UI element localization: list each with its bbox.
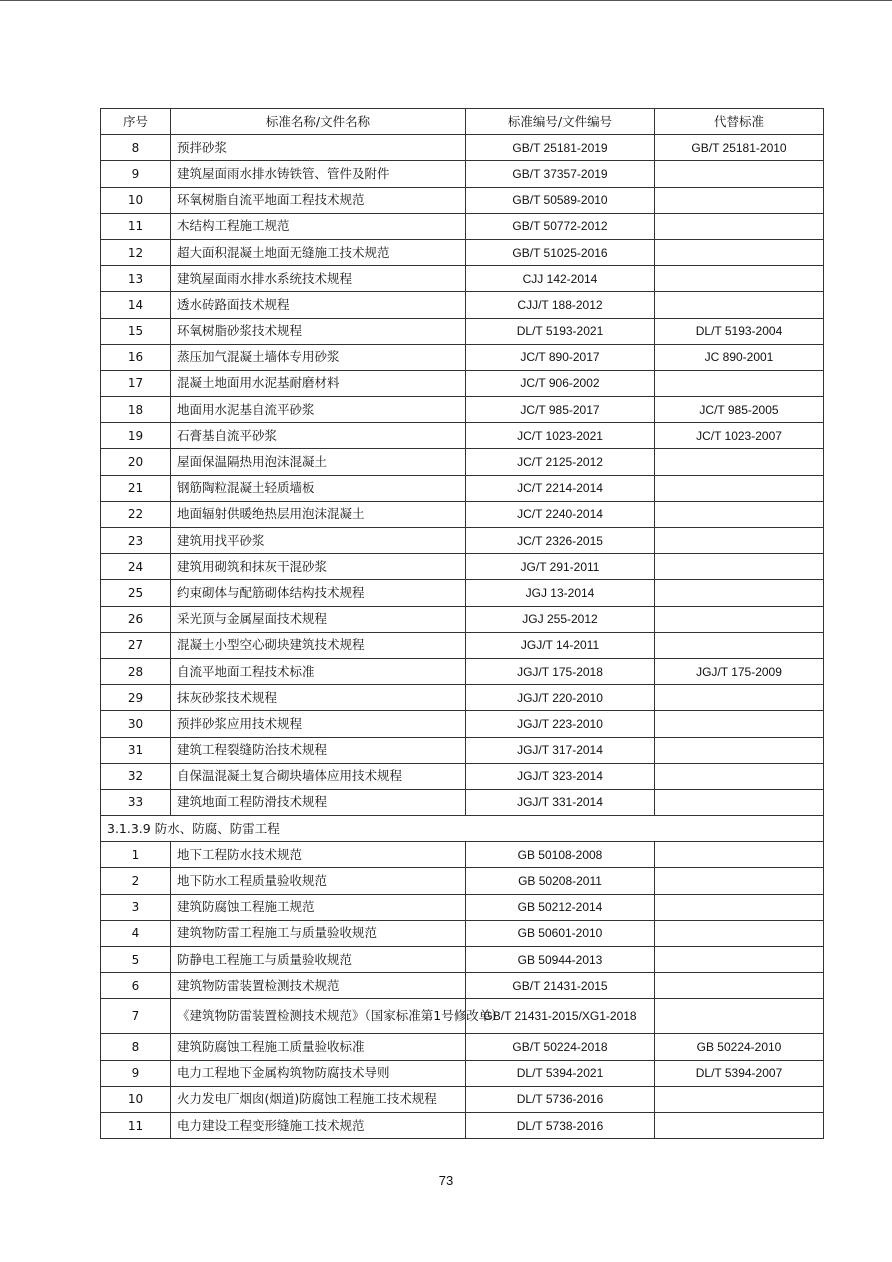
row-serial-number: 27 <box>101 632 171 658</box>
row-standard-name: 预拌砂浆应用技术规程 <box>171 711 466 737</box>
header-replaced-standard: 代替标准 <box>655 109 824 135</box>
section-heading-row <box>101 816 824 842</box>
table-row <box>101 658 824 684</box>
row-serial-number: 15 <box>101 318 171 344</box>
row-standard-code: GB/T 50224-2018 <box>466 1034 655 1060</box>
table-row <box>101 868 824 894</box>
table-row <box>101 1060 824 1086</box>
row-serial-number: 2 <box>101 868 171 894</box>
row-serial-number: 11 <box>101 213 171 239</box>
row-standard-code: JG/T 291-2011 <box>466 554 655 580</box>
row-serial-number: 7 <box>101 999 171 1034</box>
table-row <box>101 763 824 789</box>
row-standard-code: GB/T 50772-2012 <box>466 213 655 239</box>
row-replaced-standard <box>655 842 824 868</box>
row-replaced-standard <box>655 239 824 265</box>
row-standard-code: JC/T 2125-2012 <box>466 449 655 475</box>
row-standard-code: GB 50944-2013 <box>466 947 655 973</box>
row-serial-number: 17 <box>101 370 171 396</box>
row-replaced-standard <box>655 685 824 711</box>
row-standard-name: 地下防水工程质量验收规范 <box>171 868 466 894</box>
row-replaced-standard: DL/T 5193-2004 <box>655 318 824 344</box>
row-standard-name: 抹灰砂浆技术规程 <box>171 685 466 711</box>
row-serial-number: 3 <box>101 894 171 920</box>
row-replaced-standard: GB/T 25181-2010 <box>655 135 824 161</box>
row-standard-name: 建筑地面工程防滑技术规程 <box>171 789 466 815</box>
row-serial-number: 32 <box>101 763 171 789</box>
row-standard-name: 防静电工程施工与质量验收规范 <box>171 947 466 973</box>
page-number: 73 <box>438 1173 454 1188</box>
row-replaced-standard <box>655 213 824 239</box>
top-border-line <box>0 0 892 1</box>
table-body-part-b <box>101 842 824 1139</box>
table-header-row <box>101 109 824 135</box>
row-replaced-standard <box>655 789 824 815</box>
row-standard-code: JC/T 2326-2015 <box>466 528 655 554</box>
row-serial-number: 10 <box>101 187 171 213</box>
row-standard-code: GB 50108-2008 <box>466 842 655 868</box>
row-standard-code: JC/T 2214-2014 <box>466 475 655 501</box>
row-standard-code: JC/T 2240-2014 <box>466 501 655 527</box>
row-standard-name: 《建筑物防雷装置检测技术规范》（国家标准第1号修改单） <box>171 999 466 1034</box>
row-standard-code: GB 50601-2010 <box>466 920 655 946</box>
row-standard-name: 木结构工程施工规范 <box>171 213 466 239</box>
row-standard-name: 建筑防腐蚀工程施工规范 <box>171 894 466 920</box>
table-row <box>101 711 824 737</box>
row-replaced-standard: JC/T 1023-2007 <box>655 423 824 449</box>
row-serial-number: 11 <box>101 1112 171 1138</box>
table-row <box>101 135 824 161</box>
row-standard-name: 建筑屋面雨水排水铸铁管、管件及附件 <box>171 161 466 187</box>
row-replaced-standard <box>655 999 824 1034</box>
row-standard-code: JGJ/T 317-2014 <box>466 737 655 763</box>
table-row <box>101 894 824 920</box>
row-serial-number: 23 <box>101 528 171 554</box>
row-standard-name: 透水砖路面技术规程 <box>171 292 466 318</box>
table-row <box>101 161 824 187</box>
row-standard-code: GB/T 25181-2019 <box>466 135 655 161</box>
row-replaced-standard <box>655 947 824 973</box>
table-row <box>101 973 824 999</box>
table-row <box>101 1112 824 1138</box>
row-standard-code: JC/T 1023-2021 <box>466 423 655 449</box>
row-replaced-standard <box>655 737 824 763</box>
table-row <box>101 475 824 501</box>
row-replaced-standard <box>655 973 824 999</box>
row-standard-code: GB 50212-2014 <box>466 894 655 920</box>
row-serial-number: 31 <box>101 737 171 763</box>
row-standard-name: 电力建设工程变形缝施工技术规范 <box>171 1112 466 1138</box>
row-replaced-standard <box>655 868 824 894</box>
header-serial-number: 序号 <box>101 109 171 135</box>
row-standard-name: 采光顶与金属屋面技术规程 <box>171 606 466 632</box>
table-row <box>101 947 824 973</box>
table-row <box>101 737 824 763</box>
row-replaced-standard <box>655 763 824 789</box>
row-standard-name: 自流平地面工程技术标准 <box>171 658 466 684</box>
row-replaced-standard <box>655 292 824 318</box>
row-standard-code: DL/T 5736-2016 <box>466 1086 655 1112</box>
row-replaced-standard <box>655 501 824 527</box>
row-standard-name: 约束砌体与配筋砌体结构技术规程 <box>171 580 466 606</box>
row-standard-name: 地下工程防水技术规范 <box>171 842 466 868</box>
row-serial-number: 5 <box>101 947 171 973</box>
table-row <box>101 999 824 1034</box>
row-standard-code: JC/T 890-2017 <box>466 344 655 370</box>
row-standard-name: 环氧树脂砂浆技术规程 <box>171 318 466 344</box>
row-standard-name: 建筑物防雷装置检测技术规范 <box>171 973 466 999</box>
row-standard-name: 预拌砂浆 <box>171 135 466 161</box>
row-replaced-standard <box>655 370 824 396</box>
row-standard-code: JGJ 13-2014 <box>466 580 655 606</box>
row-replaced-standard: GB 50224-2010 <box>655 1034 824 1060</box>
table-row <box>101 1034 824 1060</box>
row-replaced-standard <box>655 161 824 187</box>
row-serial-number: 6 <box>101 973 171 999</box>
row-standard-code: JGJ 255-2012 <box>466 606 655 632</box>
table-row <box>101 423 824 449</box>
row-replaced-standard <box>655 449 824 475</box>
row-replaced-standard <box>655 554 824 580</box>
row-serial-number: 8 <box>101 135 171 161</box>
row-serial-number: 9 <box>101 161 171 187</box>
row-standard-name: 建筑物防雷工程施工与质量验收规范 <box>171 920 466 946</box>
row-standard-code: CJJ/T 188-2012 <box>466 292 655 318</box>
row-serial-number: 1 <box>101 842 171 868</box>
table-row <box>101 187 824 213</box>
row-standard-name: 混凝土小型空心砌块建筑技术规程 <box>171 632 466 658</box>
row-serial-number: 19 <box>101 423 171 449</box>
row-standard-name: 自保温混凝土复合砌块墙体应用技术规程 <box>171 763 466 789</box>
row-standard-code: GB/T 21431-2015 <box>466 973 655 999</box>
row-replaced-standard: JGJ/T 175-2009 <box>655 658 824 684</box>
header-standard-code: 标准编号/文件编号 <box>466 109 655 135</box>
row-replaced-standard <box>655 606 824 632</box>
row-serial-number: 29 <box>101 685 171 711</box>
table-row <box>101 842 824 868</box>
table-row <box>101 292 824 318</box>
row-standard-code: JGJ/T 175-2018 <box>466 658 655 684</box>
row-serial-number: 20 <box>101 449 171 475</box>
row-serial-number: 10 <box>101 1086 171 1112</box>
row-replaced-standard <box>655 1086 824 1112</box>
row-replaced-standard <box>655 894 824 920</box>
table-row <box>101 266 824 292</box>
row-standard-name: 建筑用砌筑和抹灰干混砂浆 <box>171 554 466 580</box>
table-row <box>101 370 824 396</box>
table-row <box>101 344 824 370</box>
row-serial-number: 26 <box>101 606 171 632</box>
row-replaced-standard <box>655 187 824 213</box>
row-standard-code: GB/T 21431-2015/XG1-2018 <box>466 999 655 1034</box>
table-row <box>101 318 824 344</box>
table-row <box>101 239 824 265</box>
row-standard-code: JGJ/T 323-2014 <box>466 763 655 789</box>
row-standard-code: CJJ 142-2014 <box>466 266 655 292</box>
table-row <box>101 501 824 527</box>
table-row <box>101 449 824 475</box>
row-standard-name: 建筑屋面雨水排水系统技术规程 <box>171 266 466 292</box>
table-section-row-group <box>101 816 824 842</box>
row-serial-number: 13 <box>101 266 171 292</box>
row-replaced-standard <box>655 528 824 554</box>
row-standard-name: 超大面积混凝土地面无缝施工技术规范 <box>171 239 466 265</box>
row-standard-name: 火力发电厂烟囱(烟道)防腐蚀工程施工技术规程 <box>171 1086 466 1112</box>
row-standard-code: GB/T 51025-2016 <box>466 239 655 265</box>
row-standard-name: 环氧树脂自流平地面工程技术规范 <box>171 187 466 213</box>
table-row <box>101 554 824 580</box>
table-body-part-a <box>101 135 824 816</box>
row-serial-number: 22 <box>101 501 171 527</box>
row-standard-code: GB 50208-2011 <box>466 868 655 894</box>
row-standard-name: 蒸压加气混凝土墙体专用砂浆 <box>171 344 466 370</box>
table-row <box>101 632 824 658</box>
row-serial-number: 33 <box>101 789 171 815</box>
row-standard-code: DL/T 5738-2016 <box>466 1112 655 1138</box>
row-serial-number: 8 <box>101 1034 171 1060</box>
table-row <box>101 606 824 632</box>
table-row <box>101 1086 824 1112</box>
row-standard-name: 石膏基自流平砂浆 <box>171 423 466 449</box>
table-row <box>101 920 824 946</box>
row-replaced-standard <box>655 711 824 737</box>
row-standard-name: 建筑工程裂缝防治技术规程 <box>171 737 466 763</box>
table-row <box>101 213 824 239</box>
row-standard-code: GB/T 37357-2019 <box>466 161 655 187</box>
row-standard-name: 地面用水泥基自流平砂浆 <box>171 397 466 423</box>
row-standard-name: 钢筋陶粒混凝土轻质墙板 <box>171 475 466 501</box>
row-replaced-standard: JC 890-2001 <box>655 344 824 370</box>
row-standard-name: 混凝土地面用水泥基耐磨材料 <box>171 370 466 396</box>
table-row <box>101 580 824 606</box>
row-standard-name: 建筑用找平砂浆 <box>171 528 466 554</box>
row-standard-name: 电力工程地下金属构筑物防腐技术导则 <box>171 1060 466 1086</box>
row-standard-code: JC/T 985-2017 <box>466 397 655 423</box>
row-standard-code: DL/T 5193-2021 <box>466 318 655 344</box>
row-replaced-standard <box>655 920 824 946</box>
row-serial-number: 24 <box>101 554 171 580</box>
row-replaced-standard <box>655 1112 824 1138</box>
table-row <box>101 789 824 815</box>
row-standard-name: 屋面保温隔热用泡沫混凝土 <box>171 449 466 475</box>
header-standard-name: 标准名称/文件名称 <box>171 109 466 135</box>
row-replaced-standard: JC/T 985-2005 <box>655 397 824 423</box>
row-serial-number: 28 <box>101 658 171 684</box>
row-serial-number: 21 <box>101 475 171 501</box>
row-standard-name: 地面辐射供暖绝热层用泡沫混凝土 <box>171 501 466 527</box>
row-standard-code: DL/T 5394-2021 <box>466 1060 655 1086</box>
row-replaced-standard: DL/T 5394-2007 <box>655 1060 824 1086</box>
row-serial-number: 25 <box>101 580 171 606</box>
row-serial-number: 16 <box>101 344 171 370</box>
row-serial-number: 14 <box>101 292 171 318</box>
standards-table <box>100 108 824 1139</box>
row-standard-name: 建筑防腐蚀工程施工质量验收标准 <box>171 1034 466 1060</box>
row-serial-number: 9 <box>101 1060 171 1086</box>
row-serial-number: 30 <box>101 711 171 737</box>
table-row <box>101 397 824 423</box>
row-standard-code: JGJ/T 331-2014 <box>466 789 655 815</box>
row-standard-code: JGJ/T 220-2010 <box>466 685 655 711</box>
row-serial-number: 18 <box>101 397 171 423</box>
row-replaced-standard <box>655 266 824 292</box>
row-standard-code: GB/T 50589-2010 <box>466 187 655 213</box>
row-standard-code: JC/T 906-2002 <box>466 370 655 396</box>
section-heading: 3.1.3.9 防水、防腐、防雷工程 <box>101 816 824 842</box>
row-standard-code: JGJ/T 14-2011 <box>466 632 655 658</box>
table-row <box>101 528 824 554</box>
row-serial-number: 12 <box>101 239 171 265</box>
table-row <box>101 685 824 711</box>
row-standard-code: JGJ/T 223-2010 <box>466 711 655 737</box>
row-serial-number: 4 <box>101 920 171 946</box>
row-replaced-standard <box>655 580 824 606</box>
row-replaced-standard <box>655 632 824 658</box>
row-replaced-standard <box>655 475 824 501</box>
